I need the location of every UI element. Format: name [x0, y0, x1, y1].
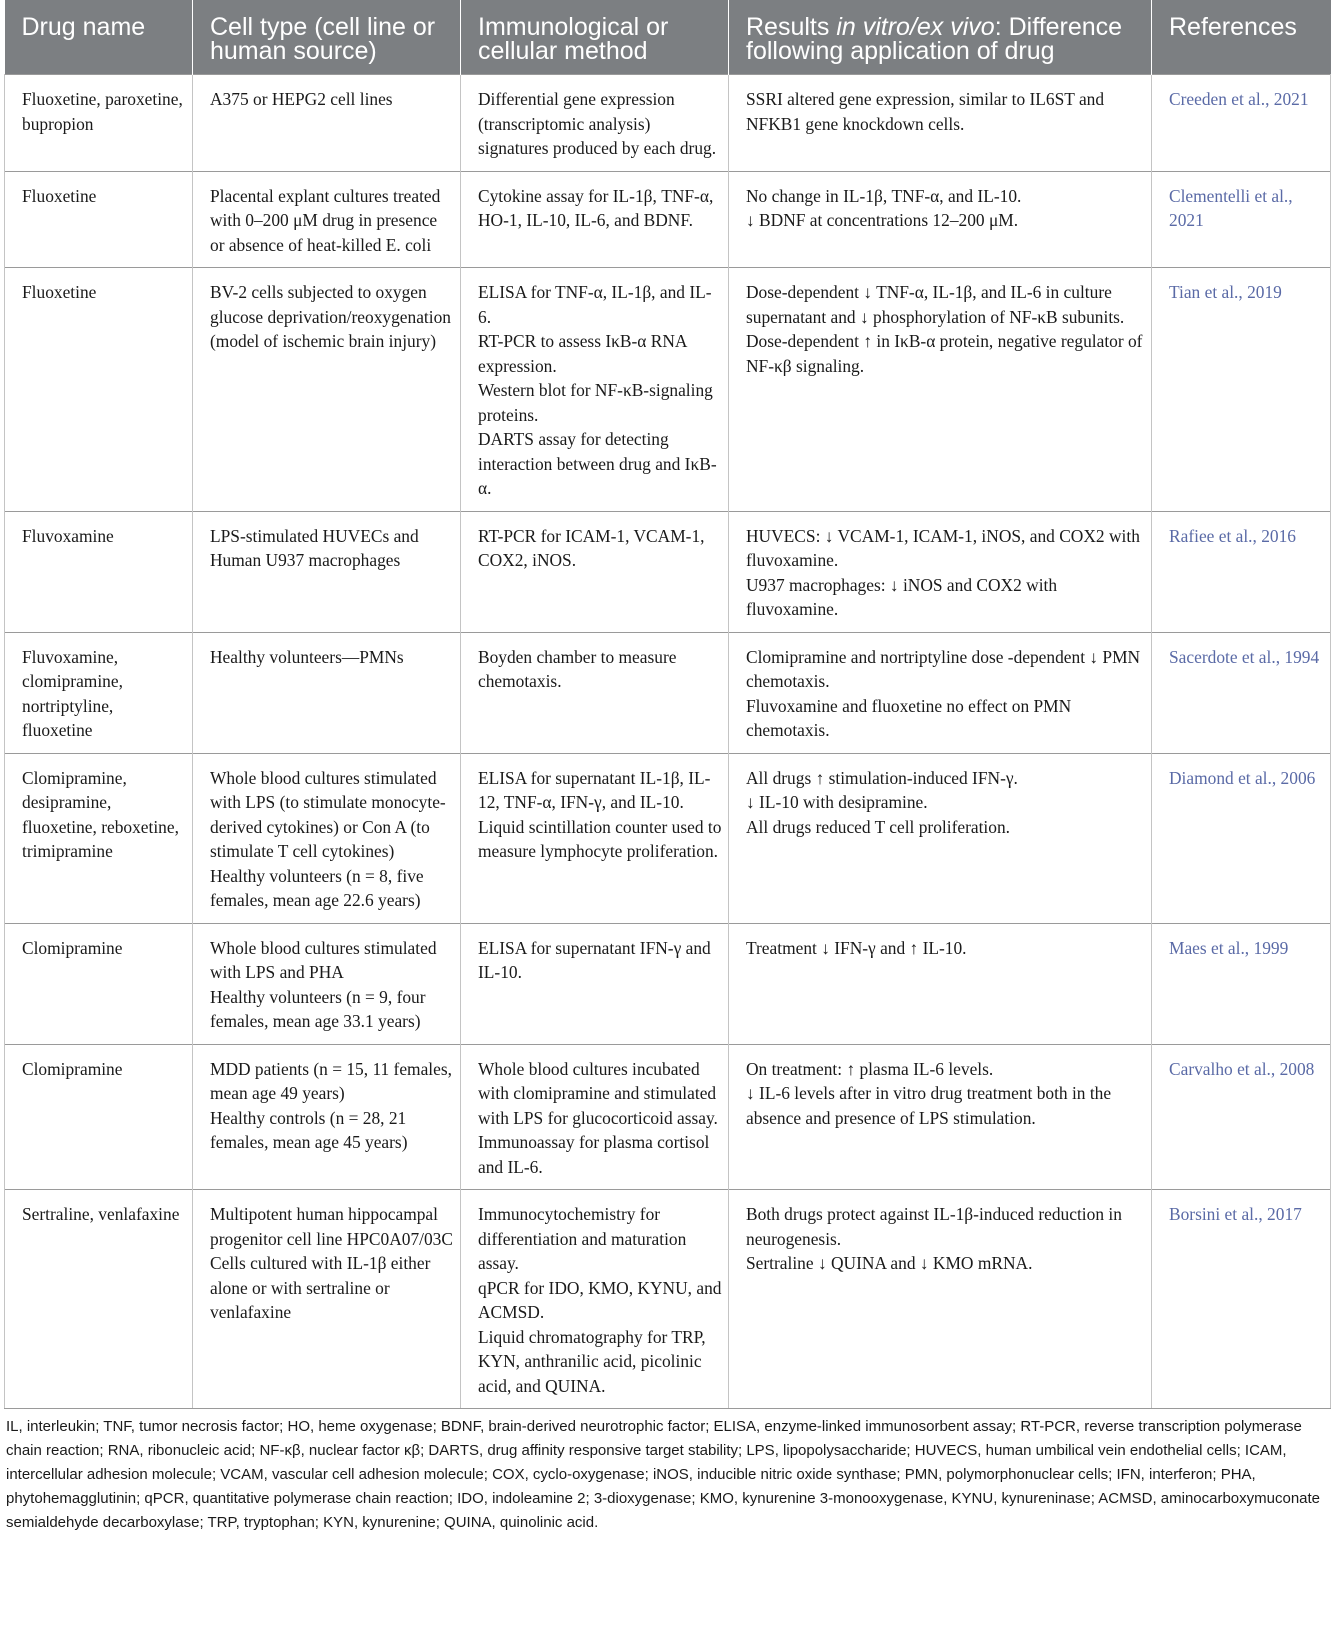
drug-name-cell [5, 753, 193, 923]
cell-type-line: Healthy volunteers—PMNs [210, 646, 404, 667]
method-cell [461, 1190, 729, 1409]
cell-type-cell [193, 923, 461, 1044]
results-line: Both drugs protect against IL-1β-induced reduction in neurogenesis. [746, 1204, 1122, 1249]
reference-cell [1152, 268, 1331, 512]
reference-cell [1152, 923, 1331, 1044]
results-cell [729, 268, 1152, 512]
results-line: Dose-dependent ↑ in IκB-α protein, negative regulator of NF-κβ signaling. [746, 331, 1143, 376]
cell-type-cell [193, 511, 461, 632]
reference-cell [1152, 1044, 1331, 1190]
reference-link[interactable]: Carvalho et al., 2008 [1169, 1058, 1315, 1079]
drug-name-cell [5, 1190, 193, 1409]
cell-type-line: Whole blood cultures stimulated with LPS and PHA [210, 937, 437, 982]
header-results-post: : Difference following application of drug [746, 13, 1123, 65]
results-cell [729, 75, 1152, 172]
table-body [5, 75, 1331, 1409]
reference-cell [1152, 753, 1331, 923]
cell-type-cell [193, 753, 461, 923]
reference-link[interactable]: Creeden et al., 2021 [1169, 89, 1309, 109]
drug-name: Clomipramine [22, 937, 123, 958]
header-results-pre: Results [746, 13, 837, 41]
results-line: Treatment ↓ IFN-γ and ↑ IL-10. [746, 937, 967, 958]
table-row [5, 268, 1331, 512]
cell-type-line: Multipotent human hippocampal progenitor cell line HPC0A07/03C [210, 1204, 453, 1249]
drug-name: Clomipramine, desipramine, fluoxetine, reboxetine, trimipramine [22, 767, 179, 861]
results-line: ↓ BDNF at concentrations 12–200 μM. [746, 210, 1019, 230]
reference-link[interactable]: Diamond et al., 2006 [1169, 767, 1316, 788]
method-cell [461, 171, 729, 268]
drug-name-cell [5, 923, 193, 1044]
cell-type-cell [193, 268, 461, 512]
drug-name-cell [5, 632, 193, 753]
table-header-row [5, 0, 1331, 75]
drug-name: Fluoxetine, paroxetine, bupropion [22, 89, 183, 134]
results-line: ↓ IL-6 levels after in vitro drug treatment both in the absence and presence of LPS stimulation. [746, 1083, 1112, 1128]
method-line: ELISA for supernatant IFN-γ and IL-10. [478, 937, 711, 982]
results-cell [729, 171, 1152, 268]
results-line: All drugs ↑ stimulation-induced IFN-γ. [746, 767, 1018, 788]
results-cell [729, 1044, 1152, 1190]
table-row [5, 632, 1331, 753]
results-line: Dose-dependent ↓ TNF-α, IL-1β, and IL-6 in culture supernatant and ↓ phosphorylation of NF-κB subunits. [746, 282, 1125, 327]
drug-results-table [4, 0, 1331, 1409]
drug-name-cell [5, 171, 193, 268]
reference-link[interactable]: Borsini et al., 2017 [1169, 1204, 1302, 1224]
method-line: Whole blood cultures incubated with clomipramine and stimulated with LPS for glucocorticoid assay. [478, 1058, 718, 1128]
header-cell-type: Cell type (cell line or human source) [193, 0, 461, 75]
method-line: RT-PCR to assess IκB-α RNA expression. [478, 331, 687, 376]
method-line: Cytokine assay for IL-1β, TNF-α, HO-1, IL-10, IL-6, and BDNF. [478, 185, 714, 230]
drug-name: Fluvoxamine, clomipramine, nortriptyline, fluoxetine [22, 646, 123, 740]
drug-name-cell [5, 75, 193, 172]
cell-type-line: Healthy controls (n = 28, 21 females, mean age 45 years) [210, 1107, 408, 1152]
method-line: Immunocytochemistry for differentiation and maturation assay. [478, 1204, 687, 1273]
drug-name: Clomipramine [22, 1058, 123, 1079]
method-line: Differential gene expression (transcriptomic analysis) signatures produced by each drug. [478, 89, 717, 158]
results-line: Fluvoxamine and fluoxetine no effect on PMN chemotaxis. [746, 695, 1072, 740]
cell-type-line: A375 or HEPG2 cell lines [210, 89, 393, 109]
table-container [4, 0, 1330, 1535]
reference-link[interactable]: Maes et al., 1999 [1169, 937, 1289, 958]
cell-type-line: MDD patients (n = 15, 11 females, mean age 49 years) [210, 1058, 452, 1103]
results-line: HUVECS: ↓ VCAM-1, ICAM-1, iNOS, and COX2 with fluvoxamine. [746, 525, 1140, 570]
drug-name-cell [5, 1044, 193, 1190]
cell-type-line: Healthy volunteers (n = 9, four females, mean age 33.1 years) [210, 986, 426, 1031]
cell-type-line: LPS-stimulated HUVECs and Human U937 macrophages [210, 525, 419, 570]
method-line: ELISA for supernatant IL-1β, IL-12, TNF-α, IFN-γ, and IL-10. [478, 767, 711, 812]
method-line: Boyden chamber to measure chemotaxis. [478, 646, 677, 691]
results-line: ↓ IL-10 with desipramine. [746, 792, 928, 812]
header-results-italic: in vitro/ex vivo [836, 13, 995, 41]
drug-name: Fluoxetine [22, 282, 97, 302]
results-line: U937 macrophages: ↓ iNOS and COX2 with fluvoxamine. [746, 574, 1058, 619]
method-cell [461, 75, 729, 172]
method-line: Liquid scintillation counter used to measure lymphocyte proliferation. [478, 816, 722, 861]
method-line: Liquid chromatography for TRP, KYN, anthranilic acid, picolinic acid, and QUINA. [478, 1326, 706, 1396]
reference-link[interactable]: Rafiee et al., 2016 [1169, 525, 1296, 546]
drug-name: Sertraline, venlafaxine [22, 1204, 180, 1224]
results-line: No change in IL-1β, TNF-α, and IL-10. [746, 185, 1022, 206]
method-line: RT-PCR for ICAM-1, VCAM-1, COX2, iNOS. [478, 525, 705, 570]
results-cell [729, 511, 1152, 632]
table-row [5, 1190, 1331, 1409]
table-row [5, 923, 1331, 1044]
results-line: On treatment: ↑ plasma IL-6 levels. [746, 1058, 994, 1079]
method-cell [461, 511, 729, 632]
cell-type-line: Healthy volunteers (n = 8, five females, mean age 22.6 years) [210, 865, 424, 910]
cell-type-cell [193, 1044, 461, 1190]
method-cell [461, 1044, 729, 1190]
results-cell [729, 753, 1152, 923]
drug-name: Fluvoxamine [22, 525, 114, 546]
results-cell [729, 923, 1152, 1044]
header-references: References [1152, 0, 1331, 75]
results-line: Clomipramine and nortriptyline dose -dependent ↓ PMN chemotaxis. [746, 646, 1141, 691]
results-line: SSRI altered gene expression, similar to IL6ST and NFKB1 gene knockdown cells. [746, 89, 1105, 134]
reference-link[interactable]: Clementelli et al., 2021 [1169, 185, 1293, 230]
cell-type-line: BV-2 cells subjected to oxygen glucose deprivation/reoxygenation (model of ischemic brain injury) [210, 282, 451, 351]
drug-name: Fluoxetine [22, 185, 97, 206]
reference-cell [1152, 75, 1331, 172]
method-cell [461, 632, 729, 753]
table-row [5, 171, 1331, 268]
method-cell [461, 923, 729, 1044]
method-line: Immunoassay for plasma cortisol and IL-6. [478, 1132, 710, 1177]
table-row [5, 511, 1331, 632]
header-drug-name: Drug name [5, 0, 193, 75]
reference-cell [1152, 1190, 1331, 1409]
method-cell [461, 268, 729, 512]
table-footnote: IL, interleukin; TNF, tumor necrosis factor; HO, heme oxygenase; BDNF, brain-derived neurotrophic factor; ELISA, enzyme-linked immunosorbent assay; RT-PCR, reverse transcription polymerase chain reaction; RNA, ribonucleic acid; NF-κβ, nuclear factor κβ; DARTS, drug affinity responsive target stability; LPS, lipopolysaccharide; HUVECS, human umbilical vein endothelial cells; ICAM, intercellular adhesion molecule; VCAM, vascular cell adhesion molecule; COX, cyclo-oxygenase; iNOS, inducible nitric oxide synthase; PMN, polymorphonuclear cells; IFN, interferon; PHA, phytohemagglutinin; qPCR, quantitative polymerase chain reaction; IDO, indoleamine 2; 3-dioxygenase; KMO, kynurenine 3-monooxygenase, KYNU, kynureninase; ACMSD, aminocarboxymuconate semialdehyde decarboxylase; TRP, tryptophan; KYN, kynurenine; QUINA, quinolinic acid. [6, 1418, 1321, 1531]
cell-type-cell [193, 632, 461, 753]
header-method: Immunological or cellular method [461, 0, 729, 75]
method-cell [461, 753, 729, 923]
results-cell [729, 632, 1152, 753]
results-line: All drugs reduced T cell proliferation. [746, 816, 1011, 837]
method-line: Western blot for NF-κB-signaling proteins. [478, 380, 713, 425]
reference-link[interactable]: Tian et al., 2019 [1169, 282, 1282, 302]
cell-type-line: Placental explant cultures treated with 0–200 μM drug in presence or absence of heat-killed E. coli [210, 185, 441, 255]
table-row [5, 75, 1331, 172]
method-line: ELISA for TNF-α, IL-1β, and IL-6. [478, 282, 712, 327]
reference-cell [1152, 632, 1331, 753]
table-row [5, 753, 1331, 923]
cell-type-cell [193, 75, 461, 172]
table-row [5, 1044, 1331, 1190]
header-results [729, 0, 1152, 75]
cell-type-cell [193, 171, 461, 268]
cell-type-cell [193, 1190, 461, 1409]
results-cell [729, 1190, 1152, 1409]
method-line: DARTS assay for detecting interaction between drug and IκB-α. [478, 429, 717, 498]
drug-name-cell [5, 268, 193, 512]
drug-name-cell [5, 511, 193, 632]
reference-link[interactable]: Sacerdote et al., 1994 [1169, 646, 1320, 667]
reference-cell [1152, 171, 1331, 268]
reference-cell [1152, 511, 1331, 632]
results-line: Sertraline ↓ QUINA and ↓ KMO mRNA. [746, 1253, 1033, 1273]
method-line: qPCR for IDO, KMO, KYNU, and ACMSD. [478, 1277, 722, 1322]
cell-type-line: Whole blood cultures stimulated with LPS (to stimulate monocyte-derived cytokines) or Con A (to stimulate T cell cytokines) [210, 767, 446, 861]
cell-type-line: Cells cultured with IL-1β either alone or with sertraline or venlafaxine [210, 1253, 431, 1322]
